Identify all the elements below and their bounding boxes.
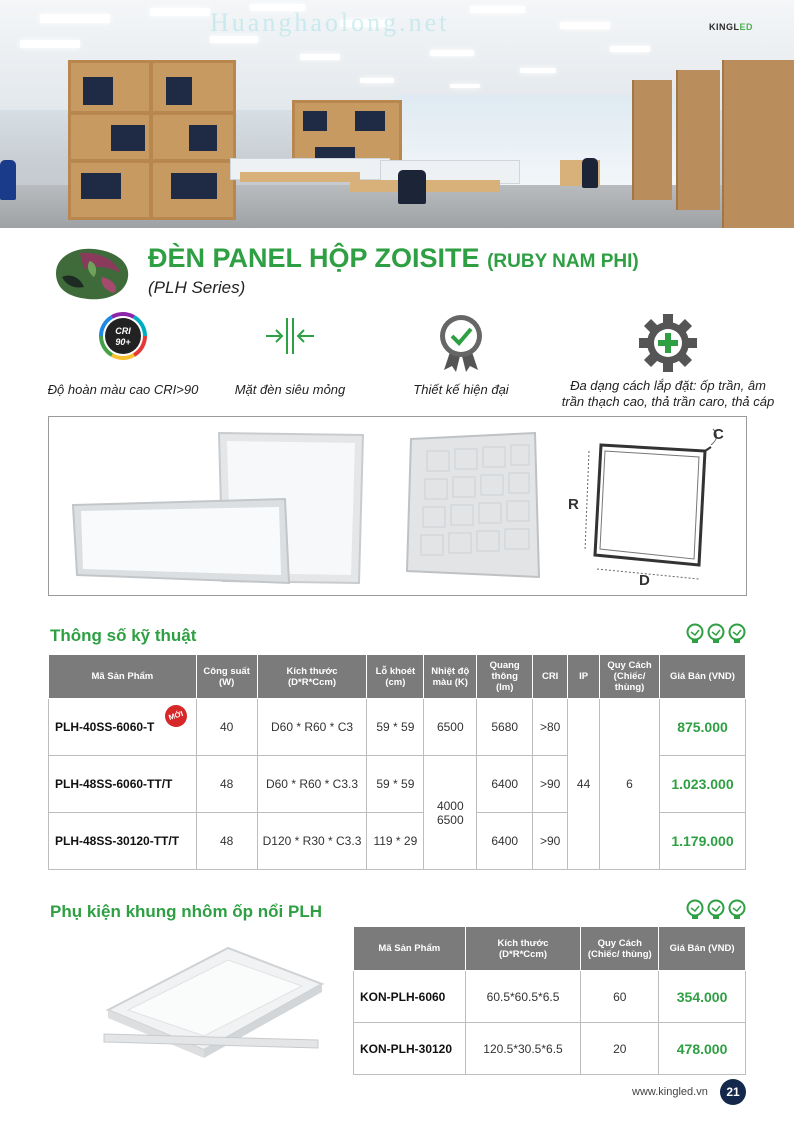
table-row	[354, 971, 746, 1023]
cri-icon	[99, 312, 147, 360]
bulb-icons	[686, 899, 746, 921]
bulb-icons	[686, 623, 746, 645]
price-cell: 1.179.000	[659, 813, 745, 870]
price-cell: 1.023.000	[659, 756, 745, 813]
accessory-table	[353, 926, 746, 1075]
bulb-icon	[707, 899, 725, 921]
office-chair	[0, 160, 16, 200]
col-code: Mã Sản Phẩm	[49, 655, 197, 699]
feature-modern	[396, 312, 526, 398]
office-chair	[398, 170, 426, 204]
product-title: ĐÈN PANEL HỘP ZOISITE (RUBY NAM PHI)	[148, 243, 639, 273]
svg-text:CRI: CRI	[115, 326, 131, 336]
aluminum-frame-image	[100, 940, 330, 1060]
new-badge: MỚI	[162, 702, 190, 730]
cri-cell: >90	[533, 813, 568, 870]
ceiling-light	[20, 40, 80, 48]
feature-cri	[42, 312, 204, 398]
ceiling-light	[520, 68, 556, 73]
ceiling-light	[560, 22, 610, 29]
col-power: Công suất (W)	[196, 655, 257, 699]
power-cell: 48	[196, 756, 257, 813]
footer-url: www.kingled.vn	[632, 1086, 708, 1098]
bulb-icon	[728, 623, 746, 645]
feature-label: Thiết kế hiện đại	[413, 382, 509, 397]
cri-cell: >80	[533, 699, 568, 756]
col-code: Mã Sản Phẩm	[354, 927, 466, 971]
pack-cell: 6	[600, 699, 660, 870]
product-code: KON-PLH-30120	[354, 1023, 466, 1075]
ceiling-light	[470, 6, 525, 13]
brand-logo: KINGLED	[709, 22, 754, 32]
zoisite-gem-icon	[50, 243, 134, 303]
product-series: (PLH Series)	[148, 278, 246, 297]
wooden-cabinet	[722, 60, 794, 228]
price-cell: 354.000	[659, 971, 746, 1023]
bulb-icon	[728, 899, 746, 921]
price-cell: 478.000	[659, 1023, 746, 1075]
office-chair	[582, 158, 598, 188]
size-cell: D120 * R30 * C3.3	[257, 813, 367, 870]
col-price: Giá Bán (VND)	[659, 927, 746, 971]
modern-design-icon	[436, 312, 486, 372]
feature-label: Mặt đèn siêu mỏng	[234, 382, 346, 397]
page-number: 21	[720, 1079, 746, 1105]
power-cell: 40	[196, 699, 257, 756]
table-row	[354, 1023, 746, 1075]
watermark: Huanghaolong.net	[210, 8, 450, 37]
specs-table	[48, 654, 746, 870]
hero-office-image	[0, 0, 794, 228]
pack-cell: 60	[581, 971, 659, 1023]
product-code: PLH-48SS-6060-TT/T	[49, 756, 197, 813]
col-size: Kích thước (D*R*Ccm)	[257, 655, 367, 699]
ceiling-light	[610, 46, 650, 52]
table-row	[49, 699, 746, 756]
temp-cell: 6500	[424, 699, 477, 756]
specs-header-row	[49, 655, 746, 699]
col-pack: Quy Cách (Chiếc/ thùng)	[600, 655, 660, 699]
col-temp: Nhiệt độ màu (K)	[424, 655, 477, 699]
desk	[240, 172, 360, 182]
feature-thin	[220, 312, 360, 398]
size-cell: 60.5*60.5*6.5	[465, 971, 581, 1023]
col-price: Giá Bán (VND)	[659, 655, 745, 699]
lumen-cell: 6400	[477, 813, 533, 870]
bulb-icon	[686, 623, 704, 645]
feature-label: Đa dạng cách lắp đặt: ốp trần, âm trần thạch cao, thả trần caro, thả cáp	[561, 378, 775, 409]
feature-label: Độ hoàn màu cao CRI>90	[47, 382, 199, 397]
col-ip: IP	[568, 655, 600, 699]
cutout-cell: 119 * 29	[367, 813, 424, 870]
col-cri: CRI	[533, 655, 568, 699]
feature-install	[556, 312, 780, 410]
col-cutout: Lỗ khoét (cm)	[367, 655, 424, 699]
bookshelf	[68, 60, 236, 220]
cutout-cell: 59 * 59	[367, 756, 424, 813]
dimension-r-label: R	[568, 496, 579, 513]
dimension-d-label: D	[639, 572, 650, 589]
product-code: PLH-40SS-6060-T MỚI	[49, 699, 197, 756]
cutout-cell: 59 * 59	[367, 699, 424, 756]
pack-cell: 20	[581, 1023, 659, 1075]
col-lumen: Quang thông (lm)	[477, 655, 533, 699]
size-cell: D60 * R60 * C3	[257, 699, 367, 756]
accessory-title: Phụ kiện khung nhôm ốp nổi PLH	[50, 902, 322, 921]
lumen-cell: 5680	[477, 699, 533, 756]
size-cell: D60 * R60 * C3.3	[257, 756, 367, 813]
svg-text:90+: 90+	[115, 337, 131, 347]
lumen-cell: 6400	[477, 756, 533, 813]
accessory-header-row	[354, 927, 746, 971]
thin-icon	[260, 312, 320, 360]
price-cell: 875.000	[659, 699, 745, 756]
col-size: Kích thước (D*R*Ccm)	[465, 927, 581, 971]
wooden-cabinet	[676, 70, 720, 210]
ceiling-light	[360, 78, 394, 83]
product-images	[48, 416, 747, 596]
product-code: KON-PLH-6060	[354, 971, 466, 1023]
wooden-cabinet	[632, 80, 672, 200]
install-gear-icon	[637, 312, 699, 374]
product-code: PLH-48SS-30120-TT/T	[49, 813, 197, 870]
specs-title: Thông số kỹ thuật	[50, 626, 197, 645]
ceiling-light	[150, 8, 210, 16]
bulb-icon	[707, 623, 725, 645]
size-cell: 120.5*30.5*6.5	[465, 1023, 581, 1075]
ceiling-light	[430, 50, 474, 56]
col-pack: Quy Cách (Chiếc/ thùng)	[581, 927, 659, 971]
ceiling-light	[300, 54, 340, 60]
dimension-c-label: C	[713, 426, 724, 443]
panel-illustration	[49, 417, 748, 597]
cri-cell: >90	[533, 756, 568, 813]
bulb-icon	[686, 899, 704, 921]
ip-cell: 44	[568, 699, 600, 870]
temp-cell-merged: 4000 6500	[424, 756, 477, 870]
ceiling-light	[40, 14, 110, 23]
power-cell: 48	[196, 813, 257, 870]
ceiling-light	[450, 84, 480, 88]
